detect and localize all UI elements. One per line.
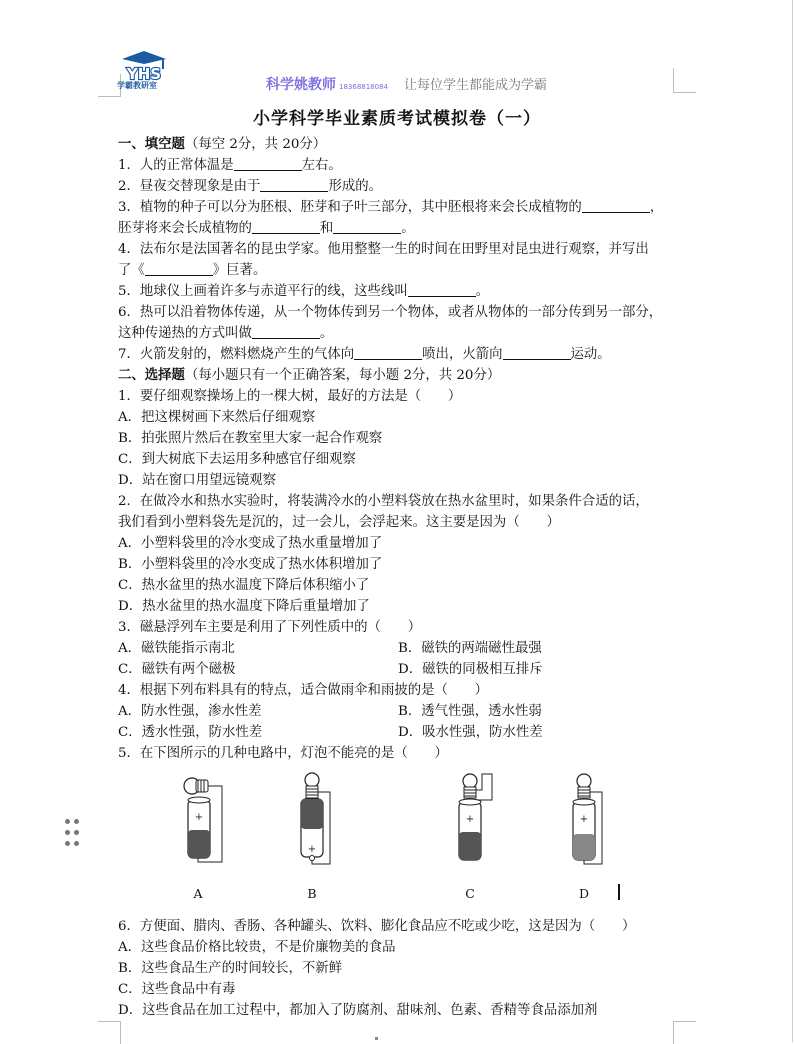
page-edge-line: [792, 0, 793, 1042]
question-1-3-line1: [118, 197, 678, 218]
answer-blank[interactable]: [408, 282, 476, 297]
svg-text:+: +: [194, 812, 204, 823]
text-cursor: [618, 884, 620, 900]
page-header: [266, 74, 547, 94]
circuit-figure: [118, 766, 678, 916]
option-a[interactable]: A．防水性强，渗水性差: [118, 704, 262, 719]
question-text: 运动。: [570, 347, 611, 362]
question-text: 2．昼夜交替现象是由于: [118, 179, 261, 194]
option-a[interactable]: A．磁铁能指示南北: [118, 641, 235, 656]
battery-bulb-circuit-icon: [448, 772, 528, 882]
question-1-3-line2: [118, 218, 678, 239]
question-1-6-line2: [118, 323, 678, 344]
figure-label-c: C: [465, 886, 475, 901]
question-text: 》巨著。: [212, 263, 267, 278]
question-1-2: [118, 176, 678, 197]
option-a[interactable]: A．把这棵树画下来然后仔细观察: [118, 410, 316, 425]
question-text: 1．人的正常体温是: [118, 158, 234, 173]
crop-mark-bottom-right: [673, 1021, 696, 1044]
question-text: ，: [649, 200, 664, 215]
option-c[interactable]: C．到大树底下去运用多种感官仔细观察: [118, 452, 356, 467]
figure-label-a: A: [193, 886, 203, 901]
options-row: [118, 722, 678, 743]
question-2-1-stem: 1．要仔细观察操场上的一棵大树，最好的方法是（ ）: [118, 389, 462, 404]
question-1-1: [118, 155, 678, 176]
option-a[interactable]: A．小塑料袋里的冷水变成了热水重量增加了: [118, 536, 383, 551]
option-d[interactable]: D．吸水性强，防水性差: [398, 725, 543, 740]
question-text: 了《: [118, 263, 145, 278]
question-2-2-stem-line1: 2．在做冷水和热水实验时，将装满冷水的小塑料袋放在热水盆里时，如果条件合适的话，: [118, 494, 649, 509]
question-text: 7．火箭发射的，燃料燃烧产生的气体向: [118, 347, 355, 362]
option-c[interactable]: C．磁铁有两个磁极: [118, 662, 236, 677]
question-text: 左右。: [301, 158, 342, 173]
teacher-name: 科学姚教师: [266, 77, 336, 93]
question-text: 喷出，火箭向: [422, 347, 503, 362]
section-heading-multiple-choice: [118, 365, 678, 386]
question-2-5-stem: 5．在下图所示的几种电路中，灯泡不能亮的是（ ）: [118, 746, 448, 761]
answer-blank[interactable]: [503, 345, 571, 360]
graduation-cap-icon: [118, 50, 170, 82]
options-row: [118, 638, 678, 659]
svg-text:YHS: YHS: [126, 65, 162, 82]
option-c[interactable]: C．透水性强，防水性差: [118, 725, 263, 740]
circuit-a: [168, 772, 248, 912]
section-note: （每空 2分，共 20分）: [184, 137, 327, 152]
phone-number: 18368818084: [339, 83, 388, 91]
question-1-6-line1: 6．热可以沿着物体传递，从一个物体传到另一个物体，或者从物体的一部分传到另一部分，: [118, 305, 663, 320]
slogan: 让每位学生都能成为学霸: [404, 78, 548, 93]
svg-text:+: +: [579, 814, 589, 825]
option-b[interactable]: B．小塑料袋里的冷水变成了热水体积增加了: [118, 557, 383, 572]
option-c[interactable]: C．热水盆里的热水温度下降后体积缩小了: [118, 578, 370, 593]
question-text: 和: [319, 221, 334, 236]
circuit-d: [568, 772, 648, 912]
figure-label-d: D: [578, 886, 590, 901]
circuit-c: [448, 772, 528, 912]
question-1-4-line2: [118, 260, 678, 281]
battery-bulb-circuit-icon: [168, 772, 248, 882]
crop-mark-top-right: [673, 68, 696, 93]
question-text: 胚芽将来会长成植物的: [118, 221, 252, 236]
answer-blank[interactable]: [333, 219, 401, 234]
answer-blank[interactable]: [145, 261, 213, 276]
battery-bulb-circuit-icon: [568, 772, 648, 882]
option-b[interactable]: B．拍张照片然后在教室里大家一起合作观察: [118, 431, 383, 446]
question-2-6-stem: 6．方便面、腊肉、香肠、各种罐头、饮料、膨化食品应不吃或少吃，这是因为（ ）: [118, 919, 636, 934]
options-row: [118, 701, 678, 722]
answer-blank[interactable]: [252, 324, 320, 339]
answer-blank[interactable]: [582, 198, 650, 213]
answer-blank[interactable]: [354, 345, 422, 360]
crop-mark-bottom-left: [98, 1021, 121, 1044]
option-d[interactable]: D．热水盆里的热水温度下降后重量增加了: [118, 599, 370, 614]
page-title: 小学科学毕业素质考试模拟卷（一）: [253, 109, 541, 129]
svg-text:+: +: [307, 844, 317, 855]
section-note: （每小题只有一个正确答案，每小题 2分，共 20分）: [184, 368, 501, 383]
option-a[interactable]: A．这些食品价格比较贵，不是价廉物美的食品: [118, 940, 396, 955]
question-text: 。: [475, 284, 490, 299]
section-heading-fill-blank: [118, 134, 678, 155]
section-title: 一、填空题: [118, 136, 185, 152]
circuit-b: [288, 772, 368, 912]
page-marker: [375, 1037, 378, 1040]
answer-blank[interactable]: [234, 156, 302, 171]
option-d[interactable]: D．这些食品在加工过程中，都加入了防腐剂、甜味剂、色素、香精等食品添加剂: [118, 1003, 598, 1018]
question-1-7: [118, 344, 678, 365]
options-row: [118, 659, 678, 680]
question-text: 这种传递热的方式叫做: [118, 326, 252, 341]
svg-text:+: +: [465, 814, 475, 825]
question-text: 3．植物的种子可以分为胚根、胚芽和子叶三部分，其中胚根将来会长成植物的: [118, 200, 582, 215]
question-text: 。: [401, 221, 415, 236]
question-text: 。: [319, 326, 334, 341]
question-1-5: [118, 281, 678, 302]
question-2-4-stem: 4．根据下列布料具有的特点，适合做雨伞和雨披的是（ ）: [118, 683, 489, 698]
question-text: 5．地球仪上画着许多与赤道平行的线，这些线叫: [118, 284, 408, 299]
answer-blank[interactable]: [252, 219, 320, 234]
drag-handle-icon[interactable]: [63, 817, 81, 847]
question-2-3-stem: 3．磁悬浮列车主要是利用了下列性质中的（ ）: [118, 620, 422, 635]
option-b[interactable]: B．磁铁的两端磁性最强: [398, 641, 542, 656]
option-b[interactable]: B．这些食品生产的时间较长，不新鲜: [118, 961, 343, 976]
section-title: 二、选择题: [118, 367, 185, 383]
figure-label-b: B: [307, 886, 317, 901]
question-text: 形成的。: [328, 179, 382, 194]
battery-bulb-circuit-icon: [288, 772, 368, 882]
option-d[interactable]: D．磁铁的同极相互排斥: [398, 662, 543, 677]
logo-caption: 学霸教研室: [117, 81, 157, 90]
question-1-4-line1: 4．法布尔是法国著名的昆虫学家。他用整整一生的时间在田野里对昆虫进行观察，并写出: [118, 242, 649, 257]
answer-blank[interactable]: [260, 177, 328, 192]
question-2-2-stem-line2: 我们看到小塑料袋先是沉的，过一会儿，会浮起来。这主要是因为（ ）: [118, 515, 560, 530]
option-d[interactable]: D．站在窗口用望远镜观察: [118, 473, 277, 488]
option-b[interactable]: B．透气性强，透水性弱: [398, 704, 542, 719]
exam-content: [118, 134, 678, 1021]
option-c[interactable]: C．这些食品中有毒: [118, 982, 236, 997]
